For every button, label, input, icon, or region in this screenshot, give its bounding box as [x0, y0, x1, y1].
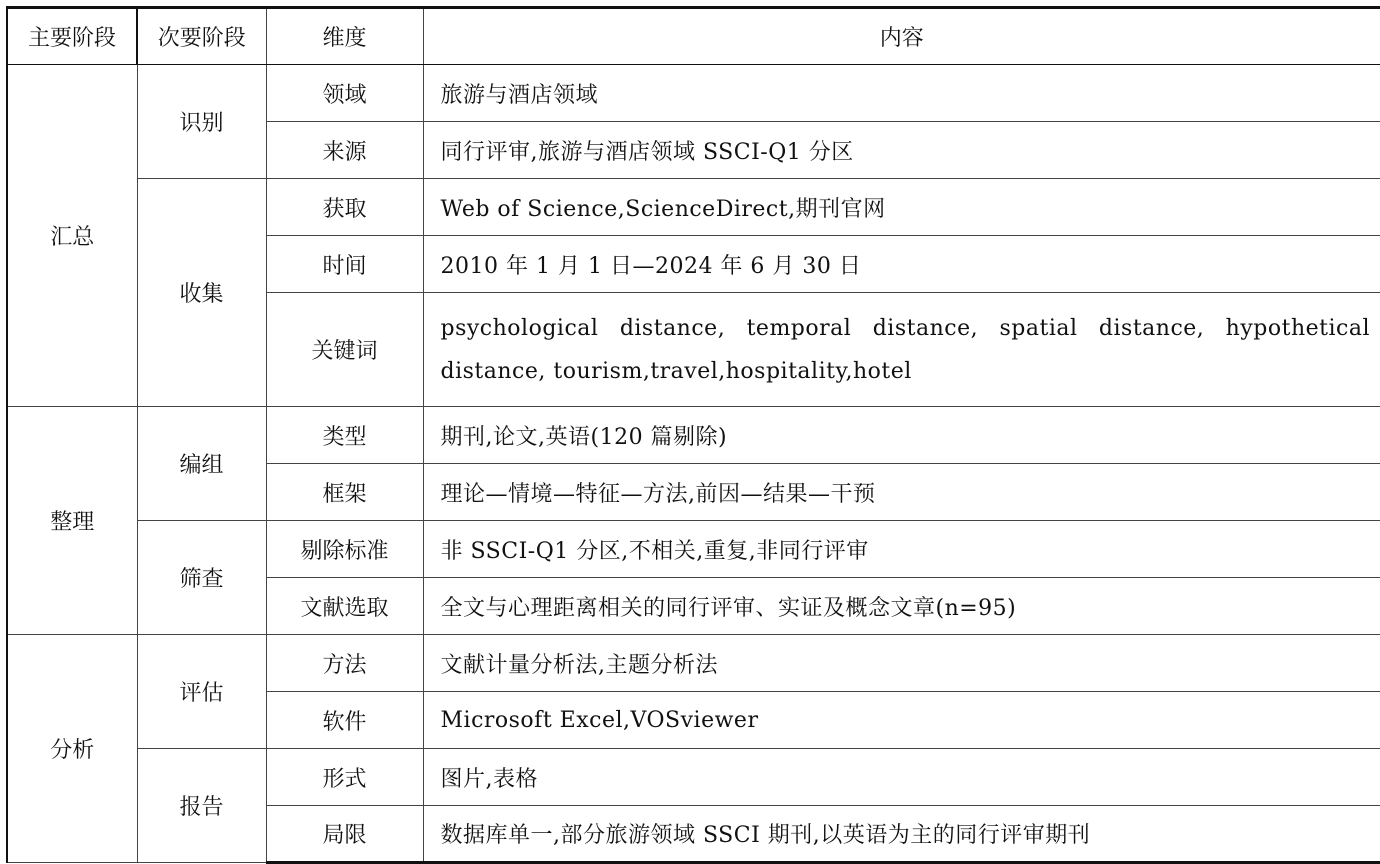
dimension-cell: 软件 — [266, 692, 423, 749]
sub-stage-cell: 报告 — [137, 749, 266, 863]
main-stage-cell: 分析 — [7, 635, 137, 863]
header-sub-stage: 次要阶段 — [137, 8, 266, 65]
content-cell: 全文与心理距离相关的同行评审、实证及概念文章(n=95) — [423, 578, 1380, 635]
table-row — [7, 521, 1380, 578]
sub-stage-cell: 识别 — [137, 65, 266, 179]
dimension-cell: 关键词 — [266, 293, 423, 407]
dimension-cell: 获取 — [266, 179, 423, 236]
content-cell: 文献计量分析法,主题分析法 — [423, 635, 1380, 692]
dimension-cell: 方法 — [266, 635, 423, 692]
sub-stage-cell: 编组 — [137, 407, 266, 521]
content-cell: 期刊,论文,英语(120 篇剔除) — [423, 407, 1380, 464]
content-cell: 数据库单一,部分旅游领域 SSCI 期刊,以英语为主的同行评审期刊 — [423, 806, 1380, 863]
content-cell: 2010 年 1 月 1 日—2024 年 6 月 30 日 — [423, 236, 1380, 293]
header-row — [7, 8, 1380, 65]
sub-stage-cell: 收集 — [137, 179, 266, 407]
content-cell: 旅游与酒店领域 — [423, 65, 1380, 122]
sub-stage-cell: 筛查 — [137, 521, 266, 635]
table-row — [7, 407, 1380, 464]
content-cell: psychological distance, temporal distance, spatial distance, hypothetical distance, tourism,travel,hospitality,hotel — [423, 293, 1380, 407]
methodology-table — [6, 6, 1380, 864]
dimension-cell: 类型 — [266, 407, 423, 464]
content-cell: Web of Science,ScienceDirect,期刊官网 — [423, 179, 1380, 236]
content-cell: 非 SSCI-Q1 分区,不相关,重复,非同行评审 — [423, 521, 1380, 578]
dimension-cell: 时间 — [266, 236, 423, 293]
header-content: 内容 — [423, 8, 1380, 65]
header-dimension: 维度 — [266, 8, 423, 65]
content-cell: 图片,表格 — [423, 749, 1380, 806]
dimension-cell: 来源 — [266, 122, 423, 179]
header-main-stage: 主要阶段 — [7, 8, 137, 65]
dimension-cell: 局限 — [266, 806, 423, 863]
main-stage-cell: 汇总 — [7, 65, 137, 407]
table-row — [7, 749, 1380, 806]
dimension-cell: 文献选取 — [266, 578, 423, 635]
content-cell: 同行评审,旅游与酒店领域 SSCI-Q1 分区 — [423, 122, 1380, 179]
dimension-cell: 剔除标准 — [266, 521, 423, 578]
main-stage-cell: 整理 — [7, 407, 137, 635]
table-row — [7, 635, 1380, 692]
table-row — [7, 65, 1380, 122]
content-cell: Microsoft Excel,VOSviewer — [423, 692, 1380, 749]
dimension-cell: 框架 — [266, 464, 423, 521]
dimension-cell: 形式 — [266, 749, 423, 806]
table-row — [7, 179, 1380, 236]
dimension-cell: 领域 — [266, 65, 423, 122]
content-cell: 理论—情境—特征—方法,前因—结果—干预 — [423, 464, 1380, 521]
sub-stage-cell: 评估 — [137, 635, 266, 749]
